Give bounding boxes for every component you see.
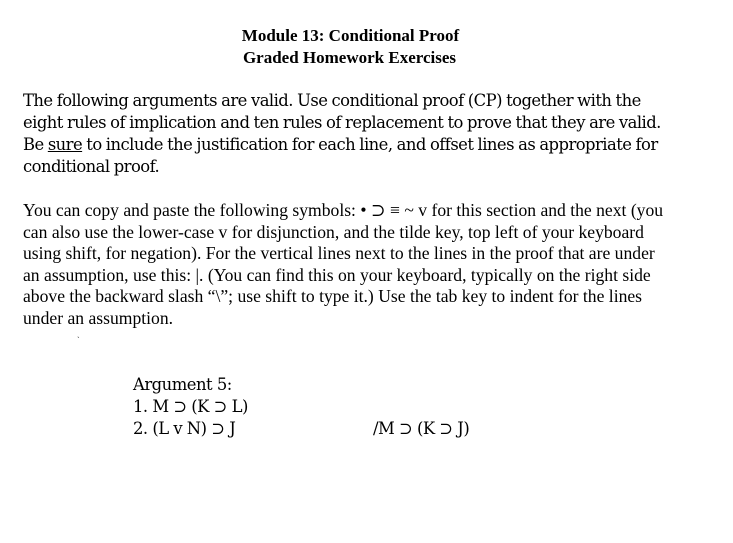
premise-line: 1. M ⊃ (K ⊃ L) xyxy=(133,397,248,416)
instructions-text-part2: to include the justification for each line, and offset lines as appropriate for conditional proof. xyxy=(23,135,658,176)
page-title: Module 13: Conditional Proof xyxy=(241,26,460,45)
argument-conclusion: /M ⊃ (K ⊃ J) xyxy=(373,419,470,438)
instructions-paragraph xyxy=(23,90,683,178)
page-subtitle: Graded Homework Exercises xyxy=(242,48,457,67)
argument-block xyxy=(133,374,248,440)
argument-label: Argument 5: xyxy=(133,375,232,394)
instructions-underlined-word: sure xyxy=(47,135,83,154)
symbols-paragraph: You can copy and paste the following symbols: • ⊃ ≡ ~ v for this section and the next (you can also use the lower-case v for disjunction, and the tilde key, top left of your keyboard using shift, for negation). For the vertical lines next to the lines in the proof that are under an assumption, use this: |. (You can find this on your keyboard, typically on the right side above the backward slash “\”; use shift to type it.) Use the tab key to indent for the lines under an assumption. xyxy=(23,200,664,328)
instructions-text-part1: The following arguments are valid. Use conditional proof (CP) together with the eight rules of implication and ten rules of replacement to prove that they are valid. Be xyxy=(23,91,661,154)
stray-mark: ˎ xyxy=(77,329,80,338)
premise-line: 2. (L v N) ⊃ J xyxy=(133,419,236,438)
